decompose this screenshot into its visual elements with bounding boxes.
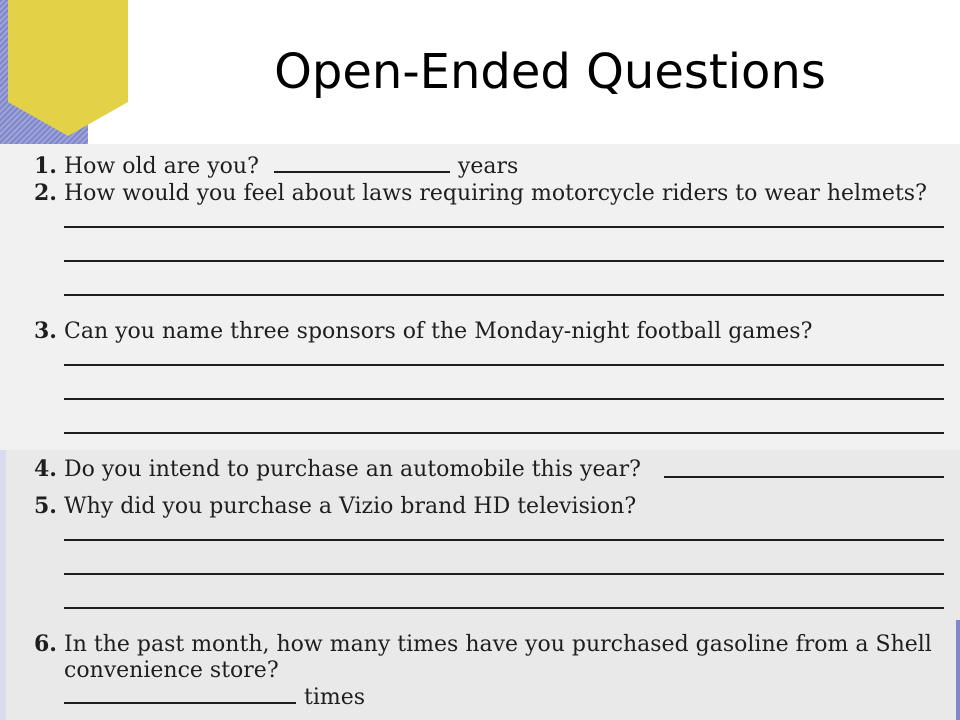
question-2 bbox=[34, 180, 927, 207]
answer-blank[interactable] bbox=[64, 701, 296, 704]
question-6 bbox=[34, 631, 932, 658]
question-1 bbox=[34, 153, 518, 180]
answer-line[interactable] bbox=[64, 260, 944, 262]
question-text-continued: convenience store? bbox=[64, 658, 279, 683]
question-6-answer bbox=[64, 685, 365, 711]
question-6-continued bbox=[64, 658, 279, 684]
answer-line[interactable] bbox=[64, 432, 944, 434]
question-number: 6. bbox=[34, 631, 57, 657]
answer-line[interactable] bbox=[64, 573, 944, 575]
answer-unit: years bbox=[457, 154, 519, 179]
question-5 bbox=[34, 493, 636, 520]
answer-line[interactable] bbox=[64, 364, 944, 366]
answer-line[interactable] bbox=[64, 539, 944, 541]
answer-line[interactable] bbox=[64, 398, 944, 400]
answer-line[interactable] bbox=[664, 476, 944, 478]
question-text: Can you name three sponsors of the Monday-night football games? bbox=[64, 319, 813, 344]
question-text: How old are you? bbox=[64, 154, 259, 179]
question-number: 1. bbox=[34, 153, 57, 179]
answer-line[interactable] bbox=[64, 607, 944, 609]
answer-line[interactable] bbox=[64, 294, 944, 296]
question-text: Why did you purchase a Vizio brand HD television? bbox=[64, 494, 637, 519]
question-number: 2. bbox=[34, 180, 57, 206]
question-text: How would you feel about laws requiring motorcycle riders to wear helmets? bbox=[64, 181, 927, 206]
question-number: 3. bbox=[34, 318, 57, 344]
question-number: 5. bbox=[34, 493, 57, 519]
edge-decoration bbox=[956, 620, 960, 720]
slide-title: Open-Ended Questions bbox=[274, 44, 826, 100]
answer-line[interactable] bbox=[64, 226, 944, 228]
question-3 bbox=[34, 318, 812, 345]
answer-unit: times bbox=[304, 685, 366, 710]
question-4 bbox=[34, 456, 641, 483]
question-text: Do you intend to purchase an automobile this year? bbox=[64, 457, 641, 482]
answer-blank[interactable] bbox=[274, 170, 450, 173]
question-number: 4. bbox=[34, 456, 57, 482]
question-text: In the past month, how many times have you purchased gasoline from a Shell bbox=[64, 632, 932, 657]
